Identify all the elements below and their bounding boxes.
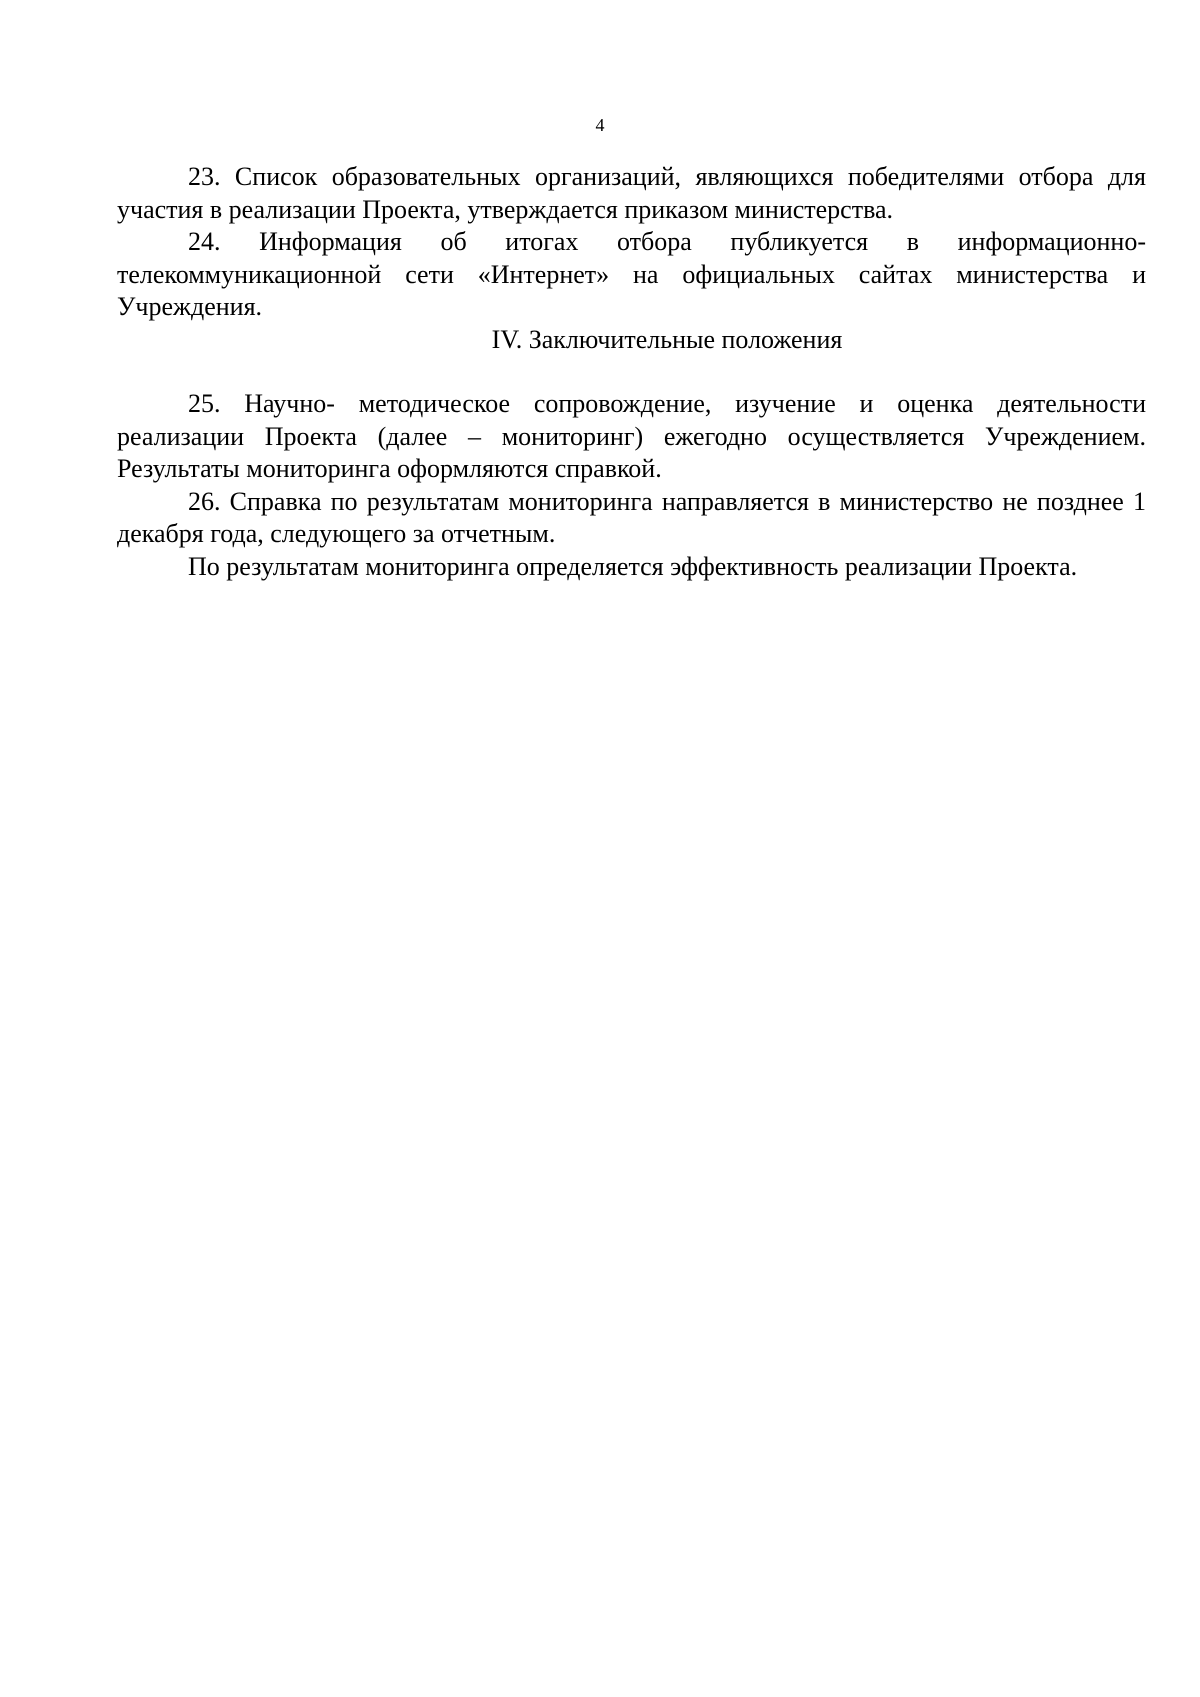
paragraph-25: 25. Научно- методическое сопровождение, изучение и оценка деятельности реализации Проекта (далее – мониторинг) ежегодно осуществляется Учреждением. Результаты мониторинга оформляются справкой.	[117, 389, 1146, 483]
page-number: 4	[595, 115, 605, 135]
paragraph-24: 24. Информация об итогах отбора публикуется в информационно-телекоммуникационной сети «Интернет» на официальных сайтах министерства и Учреждения.	[117, 227, 1146, 321]
document-body	[117, 161, 1146, 583]
paragraph-26: 26. Справка по результатам мониторинга направляется в министерство не позднее 1 декабря года, следующего за отчетным.	[117, 486, 1146, 548]
paragraph-conclusion: По результатам мониторинга определяется эффективность реализации Проекта.	[188, 551, 1078, 581]
section-heading: IV. Заключительные положения	[491, 324, 843, 354]
paragraph-23: 23. Список образовательных организаций, являющихся победителями отбора для участия в реализации Проекта, утверждается приказом министерства.	[117, 162, 1146, 224]
